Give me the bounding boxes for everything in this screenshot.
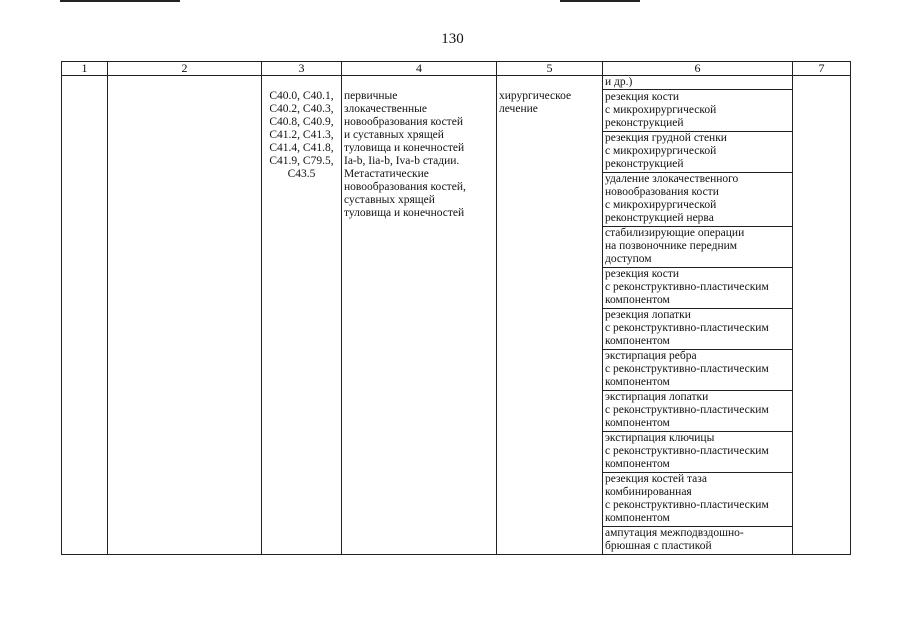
procedure-line: компонентом — [605, 512, 670, 524]
icd-code-line: C40.8, C40.9, — [269, 115, 334, 128]
column-header: 4 — [342, 62, 497, 76]
procedure-line: компонентом — [605, 335, 670, 347]
procedure-line: реконструкцией нерва — [605, 212, 714, 224]
procedure-item — [603, 172, 792, 226]
procedure-line: с реконструктивно-пластическим — [605, 404, 769, 416]
procedure-item — [603, 526, 792, 554]
diagnosis-line: и суставных хрящей — [344, 128, 444, 141]
procedure-line: компонентом — [605, 294, 670, 306]
procedure-line: резекция кости — [605, 91, 680, 103]
procedure-line: комбинированная — [605, 486, 692, 498]
procedure-line: с реконструктивно-пластическим — [605, 281, 769, 293]
icd-code-line: C41.2, C41.3, — [269, 128, 334, 141]
procedure-line: ампутация межподвздошно- — [605, 527, 744, 539]
procedure-line: с реконструктивно-пластическим — [605, 363, 769, 375]
procedure-line: компонентом — [605, 376, 670, 388]
column-header: 2 — [108, 62, 262, 76]
procedure-line: компонентом — [605, 458, 670, 470]
procedure-line: резекция кости — [605, 268, 680, 280]
icd-code-line: C40.0, C40.1, — [269, 89, 334, 102]
procedure-line: с реконструктивно-пластическим — [605, 499, 769, 511]
diagnosis-line: суставных хрящей — [344, 193, 435, 206]
procedure-line: брюшная с пластикой — [605, 540, 712, 552]
icd-code-line: C40.2, C40.3, — [269, 102, 334, 115]
procedure-item — [603, 472, 792, 526]
procedure-list — [603, 90, 792, 554]
cell-col3-empty — [262, 76, 342, 90]
cell-col5-empty — [497, 76, 603, 90]
page-number: 130 — [441, 31, 464, 47]
procedure-line: на позвоночнике передним — [605, 240, 738, 252]
procedure-item — [603, 308, 792, 349]
services-table — [61, 61, 851, 555]
procedure-line: удаление злокачественного — [605, 173, 739, 185]
diagnosis-line: новообразования костей — [344, 115, 463, 128]
procedure-line: резекция грудной стенки — [605, 132, 727, 144]
procedure-item — [603, 267, 792, 308]
procedure-line: стабилизирующие операции — [605, 227, 745, 239]
procedure-item — [603, 131, 792, 172]
procedures-cell — [603, 90, 793, 555]
column-header: 6 — [603, 62, 793, 76]
procedure-line: с микрохирургической — [605, 145, 717, 157]
diagnosis-line: первичные — [344, 89, 398, 102]
cell-col4-empty — [342, 76, 497, 90]
procedure-line: экстирпация ребра — [605, 350, 697, 362]
cell-col1 — [62, 76, 108, 555]
column-header: 5 — [497, 62, 603, 76]
procedure-line: доступом — [605, 253, 652, 265]
procedure-line: резекция костей таза — [605, 473, 707, 485]
top-rule-left — [60, 0, 180, 2]
icd-codes-cell — [262, 90, 342, 555]
diagnosis-cell — [342, 90, 497, 555]
icd-code-line: C41.4, C41.8, — [269, 141, 334, 154]
column-header: 3 — [262, 62, 342, 76]
procedure-line: экстирпация ключицы — [605, 432, 715, 444]
diagnosis-line: Ia-b, Iia-b, Iva-b стадии. — [344, 154, 460, 167]
cell-col7 — [793, 76, 851, 555]
procedure-line: экстирпация лопатки — [605, 391, 709, 403]
procedure-line: реконструкцией — [605, 158, 684, 170]
column-header: 1 — [62, 62, 108, 76]
diagnosis-line: туловища и конечностей — [344, 206, 465, 219]
treatment-line: лечение — [499, 102, 538, 115]
top-rule-right — [560, 0, 640, 2]
diagnosis-line: туловища и конечностей — [344, 141, 465, 154]
column-number-row — [62, 62, 851, 76]
treatment-line: хирургическое — [499, 89, 572, 102]
procedure-line: реконструкцией — [605, 117, 684, 129]
cell-col2 — [108, 76, 262, 555]
diagnosis-line: злокачественные — [344, 102, 427, 115]
procedure-line: с микрохирургической — [605, 104, 717, 116]
procedure-item — [603, 349, 792, 390]
procedure-item — [603, 431, 792, 472]
column-header: 7 — [793, 62, 851, 76]
procedure-line: новообразования кости — [605, 186, 719, 198]
procedure-item — [603, 226, 792, 267]
diagnosis-line: Метастатические — [344, 167, 429, 180]
procedure-line: с реконструктивно-пластическим — [605, 322, 769, 334]
procedure-line: с микрохирургической — [605, 199, 717, 211]
procedure-line: с реконструктивно-пластическим — [605, 445, 769, 457]
icd-code-line: C43.5 — [287, 167, 316, 180]
procedure-continuation: и др.) — [603, 76, 793, 90]
procedure-item — [603, 90, 792, 131]
table-row-continuation — [62, 76, 851, 90]
treatment-cell — [497, 90, 603, 555]
procedure-line: резекция лопатки — [605, 309, 691, 321]
icd-code-line: C41.9, C79.5, — [269, 154, 334, 167]
procedure-line: компонентом — [605, 417, 670, 429]
procedure-item — [603, 390, 792, 431]
diagnosis-line: новообразования костей, — [344, 180, 466, 193]
